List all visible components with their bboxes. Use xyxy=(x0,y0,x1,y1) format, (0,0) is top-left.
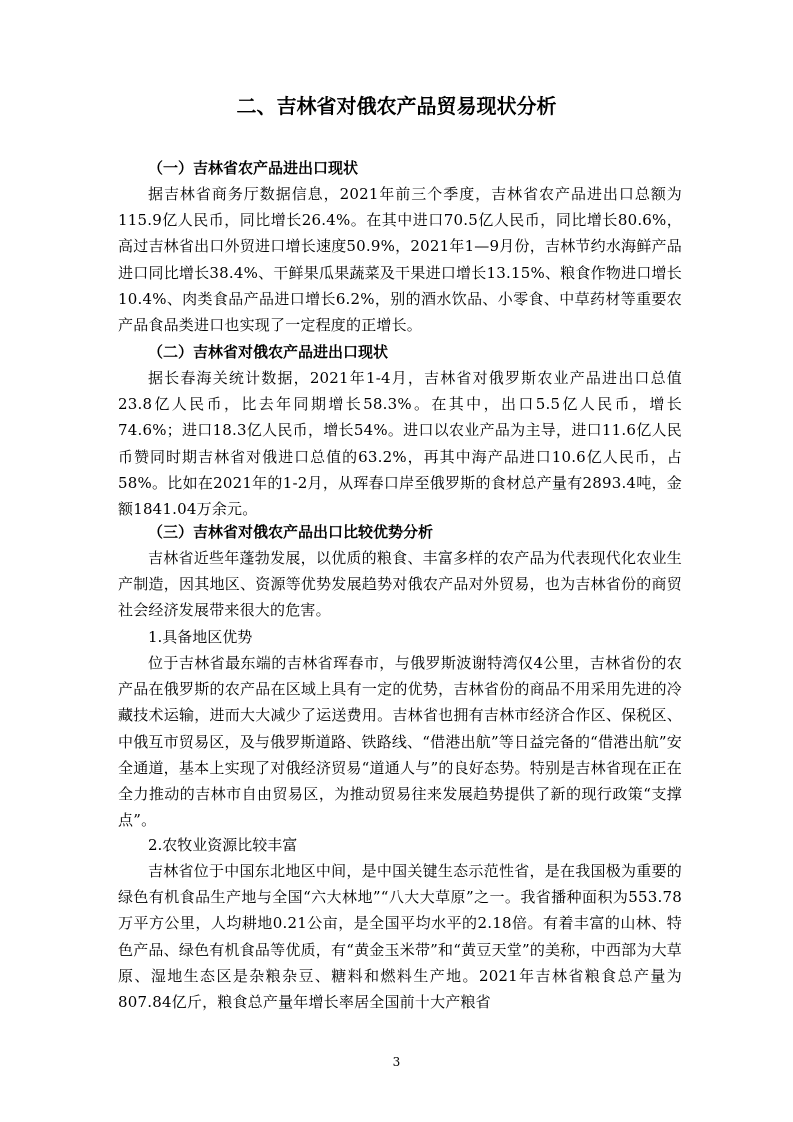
section-paragraph-3: 吉林省近些年蓬勃发展，以优质的粮食、丰富多样的农产品为代表现代化农业生产制造，因其地区、资源等优势发展趋势对俄农产品对外贸易，也为吉林省份的商贸社会经济发展带来很大的危害。 xyxy=(118,549,682,620)
subsection-paragraph-1: 位于吉林省最东端的吉林省珲春市，与俄罗斯波谢特湾仅4公里，吉林省份的农产品在俄罗斯的农产品在区域上具有一定的优势，吉林省份的商品不用采用先进的冷藏技术运输，进而大大减少了运送费用。吉林省也拥有吉林市经济合作区、保税区、中俄互市贸易区，及与俄罗斯道路、铁路线、“借港出航”等日益完备的“借港出航”安全通道，基本上实现了对俄经济贸易“道通人与”的良好态势。特别是吉林省现在正在全力推动的吉林市自由贸易区，为推动贸易往来发展趋势提供了新的现行政策“支撑点”。 xyxy=(118,654,682,830)
subsection-heading-1: 1.具备地区优势 xyxy=(148,628,253,646)
section-paragraph-1: 据吉林省商务厅数据信息，2021年前三个季度，吉林省农产品进出口总额为115.9亿人民币，同比增长26.4%。在其中进口70.5亿人民币，同比增长80.6%，高过吉林省出口外贸进口增长速度50.9%，2021年1—9月份，吉林节约水海鲜产品进口同比增长38.4%、干鲜果瓜果蔬菜及干果进口增长13.15%、粮食作物进口增长10.4%、肉类食品产品进口增长6.2%，别的酒水饮品、小零食、中草药材等重要农产品食品类进口也实现了一定程度的正增长。 xyxy=(118,185,682,335)
section-heading-3: （三）吉林省对俄农产品出口比较优势分析 xyxy=(148,523,434,541)
section-heading-1: （一）吉林省农产品进出口现状 xyxy=(148,159,359,177)
subsection-paragraph-2: 吉林省位于中国东北地区中间，是中国关键生态示范性省，是在我国极为重要的绿色有机食品生产地与全国“六大林地”“八大大草原”之一。我省播种面积为553.78万平方公里，人均耕地0.21公亩，是全国平均水平的2.18倍。有着丰富的山林、特色产品、绿色有机食品等优质，有“黄金玉米带”和“黄豆天堂”的美称，中西部为大草原、湿地生态区是杂粮杂豆、糖料和燃料生产地。2021年吉林省粮食总产量为807.84亿斤，粮食总产量年增长率居全国前十大产粮省 xyxy=(118,862,682,1012)
page-title: 二、吉林省对俄农产品贸易现状分析 xyxy=(236,94,557,118)
section-heading-2: （二）吉林省对俄农产品进出口现状 xyxy=(148,343,389,361)
page-number: 3 xyxy=(392,1055,401,1069)
section-paragraph-2: 据长春海关统计数据，2021年1-4月，吉林省对俄罗斯农业产品进出口总值23.8亿人民币，比去年同期增长58.3%。在其中，出口5.5亿人民币，增长74.6%；进口18.3亿人民币，增长54%。进口以农业产品为主导，进口11.6亿人民币赞同时期吉林省对俄进口总值的63.2%，再其中海产品进口10.6亿人民币，占58%。比如在2021年的1-2月，从珲春口岸至俄罗斯的食材总产量有2893.4吨，金额1841.04万余元。 xyxy=(118,369,682,519)
subsection-heading-2: 2.农牧业资源比较丰富 xyxy=(148,836,298,854)
